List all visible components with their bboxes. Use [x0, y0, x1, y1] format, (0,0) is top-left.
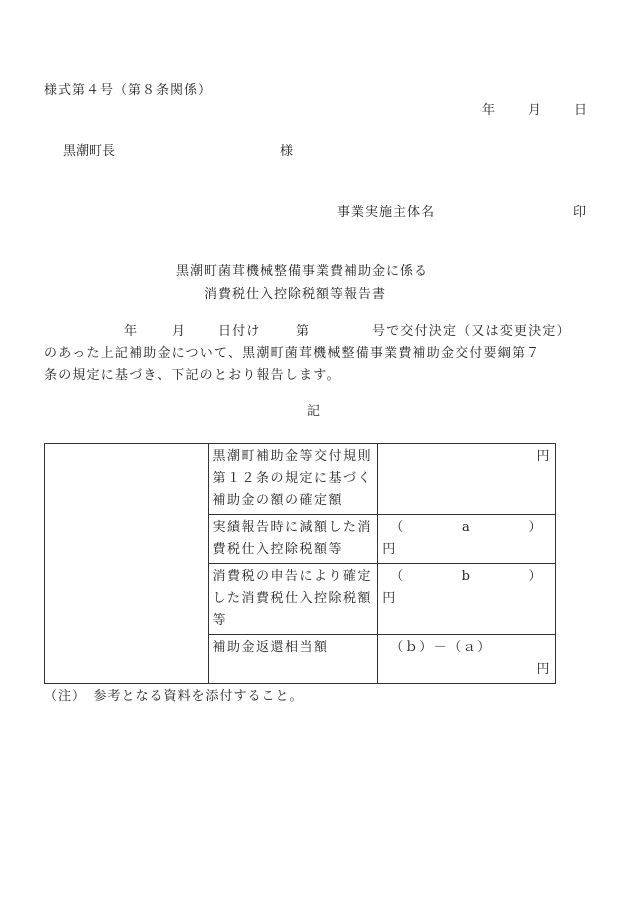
body-date: 日付け	[218, 324, 261, 339]
row-label: 実績報告時に減額した消費税仕入控除税額等	[208, 515, 378, 564]
date-day: 日	[574, 103, 588, 118]
addressee	[63, 144, 294, 159]
blank-cell	[45, 444, 209, 684]
body-year: 年	[124, 324, 139, 339]
paren-close: ）	[528, 569, 543, 584]
document-title-line2: 消費税仕入控除税額等報告書	[204, 287, 387, 302]
row-value	[378, 515, 556, 564]
table-row	[45, 444, 556, 515]
date-year: 年	[482, 103, 496, 118]
unit-yen: 円	[382, 591, 397, 606]
paren-close: ）	[528, 520, 543, 535]
row-label: 消費税の申告により確定した消費税仕入控除税額等	[208, 564, 378, 635]
body-number: 第	[296, 324, 311, 339]
row-value	[378, 564, 556, 635]
addressee-name: 黒潮町長	[63, 144, 116, 159]
body-line-1	[44, 325, 584, 339]
note: （注） 参考となる資料を添付すること。	[44, 689, 304, 704]
seal-mark: 印	[573, 205, 587, 220]
row-label: 補助金返還相当額	[208, 635, 378, 684]
body-line-3: 条の規定に基づき、下記のとおり報告します。	[44, 368, 341, 383]
applicant	[337, 205, 587, 220]
body-decision: 号で交付決定（又は変更決定）	[372, 324, 571, 339]
row-value: 円	[378, 444, 556, 515]
body-line-2: のあった上記補助金について、黒潮町菌茸機械整備事業費補助金交付要綱第７	[44, 346, 541, 361]
date-month: 月	[528, 103, 542, 118]
body-month: 月	[172, 324, 187, 339]
unit-yen: 円	[536, 662, 551, 677]
document-title-line1: 黒潮町菌茸機械整備事業費補助金に係る	[176, 264, 429, 279]
date-line	[482, 104, 587, 117]
unit-yen: 円	[382, 542, 397, 557]
row-value	[378, 635, 556, 684]
paren-open: （	[390, 569, 405, 584]
formula: （ｂ）－（ａ）	[390, 640, 492, 655]
paren-open: （	[390, 520, 405, 535]
mark-b: b	[461, 569, 472, 584]
row-label: 黒潮町補助金等交付規則第１２条の規定に基づく補助金の額の確定額	[208, 444, 378, 515]
mark-a: a	[461, 520, 472, 535]
report-table	[44, 443, 556, 684]
applicant-label: 事業実施主体名	[337, 205, 436, 220]
form-number: 様式第４号（第８条関係）	[44, 83, 213, 98]
ki-heading: 記	[307, 404, 321, 419]
addressee-honorific: 様	[280, 144, 294, 159]
